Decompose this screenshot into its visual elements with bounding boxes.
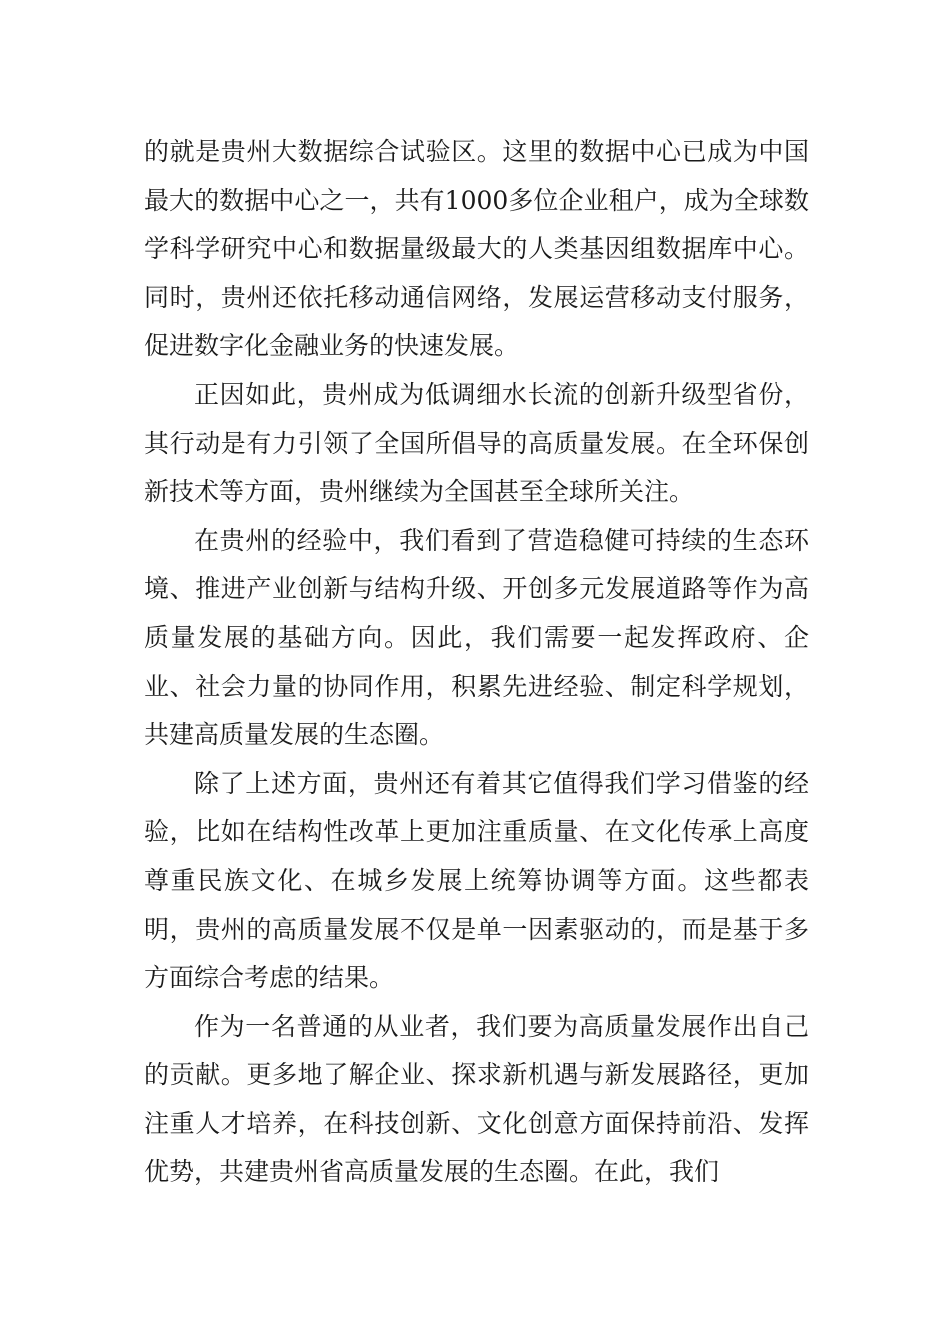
document-body: [144, 128, 809, 1197]
paragraph: 除了上述方面，贵州还有着其它值得我们学习借鉴的经验，比如在结构性改革上更加注重质量、在文化传承上高度尊重民族文化、在城乡发展上统筹协调等方面。这些都表明，贵州的高质量发展不仅是单一因素驱动的，而是基于多方面综合考虑的结果。: [144, 768, 809, 993]
paragraph: 正因如此，贵州成为低调细水长流的创新升级型省份，其行动是有力引领了全国所倡导的高质量发展。在全环保创新技术等方面，贵州继续为全国甚至全球所关注。: [144, 379, 809, 507]
paragraph-continued: 的就是贵州大数据综合试验区。这里的数据中心已成为中国最大的数据中心之一，共有1000多位企业租户，成为全球数学科学研究中心和数据量级最大的人类基因组数据库中心。同时，贵州还依托移动通信网络，发展运营移动支付服务，促进数字化金融业务的快速发展。: [144, 137, 809, 361]
paragraph: 在贵州的经验中，我们看到了营造稳健可持续的生态环境、推进产业创新与结构升级、开创多元发展道路等作为高质量发展的基础方向。因此，我们需要一起发挥政府、企业、社会力量的协同作用，积累先进经验、制定科学规划，共建高质量发展的生态圈。: [144, 525, 809, 750]
paragraph: 作为一名普通的从业者，我们要为高质量发展作出自己的贡献。更多地了解企业、探求新机遇与新发展路径，更加注重人才培养，在科技创新、文化创意方面保持前沿、发挥优势，共建贵州省高质量发展的生态圈。在此，我们: [144, 1011, 809, 1187]
